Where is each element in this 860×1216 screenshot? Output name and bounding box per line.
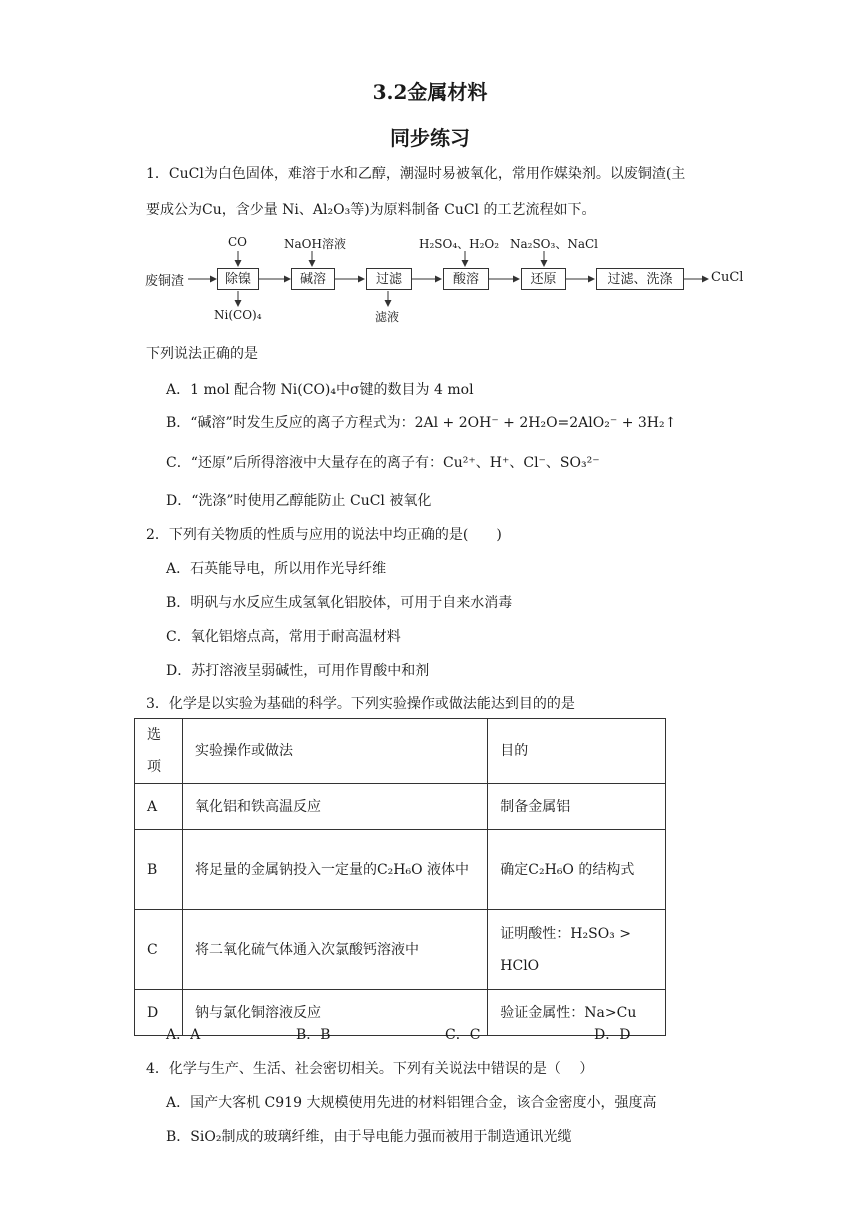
q1-option-a: A．1 mol 配合物 Ni(CO)₄中σ键的数目为 4 mol [166, 382, 474, 398]
cell-option: B [135, 830, 183, 910]
flow-arrows [0, 0, 860, 340]
q3-table [134, 718, 666, 1036]
flow-start-label: 废铜渣 [145, 274, 185, 289]
cell-operation: 将足量的金属钠投入一定量的C₂H₆O 液体中 [182, 830, 487, 910]
flow-step-reduce: 还原 [521, 268, 566, 290]
table-header-row [135, 719, 666, 784]
flow-input-co: CO [228, 235, 248, 249]
cell-purpose: 验证金属性：Na>Cu [488, 990, 666, 1036]
cell-purpose: 确定C₂H₆O 的结构式 [488, 830, 666, 910]
flow-end-label: CuCl [711, 270, 744, 285]
table-row [135, 830, 666, 910]
page-subtitle: 同步练习 [390, 126, 470, 150]
cell-purpose: 证明酸性：H₂SO₃ > HClO [488, 910, 666, 990]
cell-operation: 钠与氯化铜溶液反应 [182, 990, 487, 1036]
q3-answer-a: A．A [166, 1027, 201, 1043]
flow-step-filter: 过滤 [366, 268, 412, 290]
flow-input-acid: H₂SO₄、H₂O₂ [419, 237, 500, 251]
flow-diagram [0, 0, 860, 340]
q2-option-c: C．氧化铝熔点高，常用于耐高温材料 [166, 629, 401, 645]
q1-option-b: B．“碱溶”时发生反应的离子方程式为：2Al + 2OH⁻ + 2H₂O=2AlO₂⁻ + 3H₂↑ [166, 415, 677, 431]
q3-stem: 3．化学是以实验为基础的科学。下列实验操作或做法能达到目的的是 [146, 696, 575, 712]
flow-input-reducer: Na₂SO₃、NaCl [510, 237, 599, 251]
q1-stem-line2: 要成公为Cu，含少量 Ni、Al₂O₃等)为原料制备 CuCl 的工艺流程如下。 [146, 202, 596, 218]
q2-stem: 2．下列有关物质的性质与应用的说法中均正确的是( ) [146, 527, 502, 543]
q1-stem-line1: 1．CuCl为白色固体，难溶于水和乙醇，潮湿时易被氧化，常用作媒染剂。以废铜渣(主 [146, 166, 686, 182]
table-row [135, 990, 666, 1036]
flow-output-filtrate: 滤液 [375, 310, 400, 324]
cell-option: C [135, 910, 183, 990]
cell-option: D [135, 990, 183, 1036]
flow-step-acid-dissolve: 酸溶 [443, 268, 489, 290]
page-title: 3.2金属材料 [372, 80, 488, 104]
flow-input-naoh: NaOH溶液 [284, 237, 346, 251]
q4-stem: 4．化学与生产、生活、社会密切相关。下列有关说法中错误的是（ ） [146, 1061, 594, 1077]
table-row [135, 910, 666, 990]
q4-option-b: B．SiO₂制成的玻璃纤维，由于导电能力强而被用于制造通讯光缆 [166, 1129, 572, 1145]
flow-output-nico4: Ni(CO)₄ [214, 308, 262, 322]
q1-option-d: D．“洗涤”时使用乙醇能防止 CuCl 被氧化 [166, 493, 432, 509]
q1-prompt: 下列说法正确的是 [146, 346, 258, 362]
cell-option: A [135, 784, 183, 830]
q4-option-a: A．国产大客机 C919 大规模使用先进的材料铝锂合金，该合金密度小，强度高 [166, 1095, 657, 1111]
q2-option-b: B．明矾与水反应生成氢氧化铝胶体，可用于自来水消毒 [166, 595, 513, 611]
q2-option-a: A．石英能导电，所以用作光导纤维 [166, 561, 387, 577]
header-option: 选项 [135, 719, 183, 784]
flow-step-alkali-dissolve: 碱溶 [291, 268, 335, 290]
q3-answer-b: B．B [296, 1027, 331, 1043]
cell-operation: 氧化铝和铁高温反应 [182, 784, 487, 830]
q1-option-c: C．“还原”后所得溶液中大量存在的离子有：Cu²⁺、H⁺、Cl⁻、SO₃²⁻ [166, 455, 600, 471]
q3-answer-d: D．D [594, 1027, 631, 1043]
table-row [135, 784, 666, 830]
cell-purpose: 制备金属铝 [488, 784, 666, 830]
header-purpose: 目的 [488, 719, 666, 784]
flow-step-remove-nickel: 除镍 [217, 268, 259, 290]
q2-option-d: D．苏打溶液呈弱碱性，可用作胃酸中和剂 [166, 663, 430, 679]
q3-answer-c: C．C [445, 1027, 481, 1043]
cell-operation: 将二氧化硫气体通入次氯酸钙溶液中 [182, 910, 487, 990]
header-operation: 实验操作或做法 [182, 719, 487, 784]
flow-step-filter-wash: 过滤、洗涤 [596, 268, 684, 290]
